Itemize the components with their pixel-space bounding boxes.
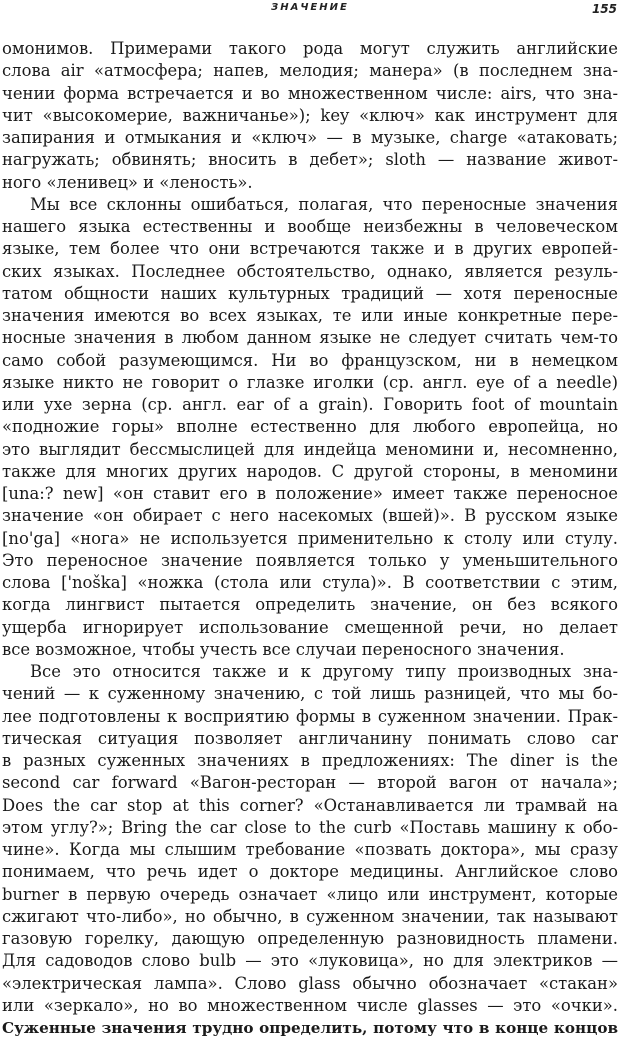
text-line: ских языках. Последнее обстоятельство, однако, является резуль-	[2, 261, 618, 281]
text-line: в разных суженных значениях в предложениях: The diner is the	[2, 751, 618, 770]
body-text	[2, 38, 618, 1039]
text-line: носные значения в любом данном языке не следует считать чем-то	[2, 328, 618, 348]
text-line: нашего языка естественны и вообще неизбежны в человеческом	[2, 217, 618, 236]
text-line: все возможное, чтобы учесть все случаи переносного значения.	[2, 639, 565, 659]
text-line: слова air «атмосфера; напев, мелодия; манера» (в последнем зна-	[2, 61, 618, 81]
paragraph	[2, 661, 618, 1039]
text-line: этом углу?»; Bring the car close to the curb «Поставь машину к обо-	[2, 817, 618, 837]
text-line: Это переносное значение появляется только у уменьшительного	[2, 550, 618, 570]
text-line: лее подготовлены к восприятию формы в суженном значении. Прак-	[2, 706, 618, 726]
paragraph	[2, 38, 618, 194]
text-line: чений — к суженному значению, с той лишь разницей, что мы бо-	[2, 684, 618, 704]
text-line: это выглядит бессмыслицей для индейца меномини и, несомненно,	[2, 439, 618, 459]
text-line: омонимов. Примерами такого рода могут служить английские	[2, 39, 618, 58]
text-line: «подножие горы» вполне естественно для любого европейца, но	[2, 417, 618, 437]
text-line: слова ['noška] «ножка (стола или стула)». В соответствии с этим,	[2, 573, 618, 592]
text-line: second car forward «Вагон-ресторан — второй вагон от начала»;	[2, 773, 618, 793]
text-line: Does the car stop at this corner? «Останавливается ли трамвай на	[2, 795, 618, 815]
text-line: сжигают что-либо», но обычно, в суженном значении, так называют	[2, 906, 618, 926]
text-line: или «зеркало», но во множественном числе glasses — это «очки».	[2, 995, 618, 1015]
text-line: значение «он обирает с него насекомых (вшей)». В русском языке	[2, 506, 618, 526]
text-line: [una:? new] «он ставит его в положение» имеет также переносное	[2, 484, 618, 503]
text-line: или ухе зерна (ср. англ. ear of a grain). Говорить foot of mountain	[2, 395, 618, 414]
text-line: чении форма встречается и во множественном числе: airs, что зна-	[2, 83, 618, 103]
text-line: ущерба игнорирует использование смещенной речи, но делает	[2, 617, 618, 637]
text-line: [no'ga] «нога» не используется применительно к столу или стулу.	[2, 528, 618, 548]
page-header	[0, 0, 620, 22]
text-line: понимаем, что речь идет о докторе медицины. Английское слово	[2, 862, 618, 882]
running-title: ЗНАЧЕНИЕ	[271, 2, 349, 13]
text-line: Все это относится также и к другому типу производных зна-	[30, 662, 618, 681]
text-line: татом общности наших культурных традиций — хотя переносные	[2, 283, 618, 303]
text-line: языке, тем более что они встречаются также и в других европей-	[2, 239, 618, 259]
text-line: чине». Когда мы слышим требование «позвать доктора», мы сразу	[2, 840, 618, 859]
paragraph	[2, 194, 618, 661]
text-line: чит «высокомерие, важничанье»); key «ключ» как инструмент для	[2, 105, 618, 125]
text-line: тическая ситуация позволяет англичанину понимать слово car	[2, 728, 618, 748]
text-line: «электрическая лампа». Слово glass обычно обозначает «стакан»	[2, 973, 618, 993]
text-line: Суженные значения трудно определить, потому что в конце концов	[2, 1019, 618, 1037]
text-line: burner в первую очередь означает «лицо или инструмент, которые	[2, 884, 618, 904]
text-line: ного «ленивец» и «леность».	[2, 172, 253, 192]
page-number: 155	[591, 2, 617, 16]
text-line: нагружать; обвинять; вносить в дебет»; sloth — название живот-	[2, 150, 618, 170]
text-line: газовую горелку, дающую определенную разновидность пламени.	[2, 929, 618, 948]
text-line: Мы все склонны ошибаться, полагая, что переносные значения	[30, 194, 618, 214]
text-line: когда лингвист пытается определить значение, он без всякого	[2, 595, 618, 615]
text-line: также для многих других народов. С другой стороны, в меномини	[2, 461, 618, 481]
text-line: языке никто не говорит о глазке иголки (ср. англ. eye of a needle)	[2, 372, 618, 392]
text-line: запирания и отмыкания и «ключ» — в музыке, charge «атаковать;	[2, 128, 618, 147]
text-line: значения имеются во всех языках, те или иные конкретные пере-	[2, 306, 618, 325]
text-line: Для садоводов слово bulb — это «луковица», но для электриков —	[2, 951, 618, 971]
text-line: само собой разумеющимся. Ни во французском, ни в немецком	[2, 350, 618, 370]
